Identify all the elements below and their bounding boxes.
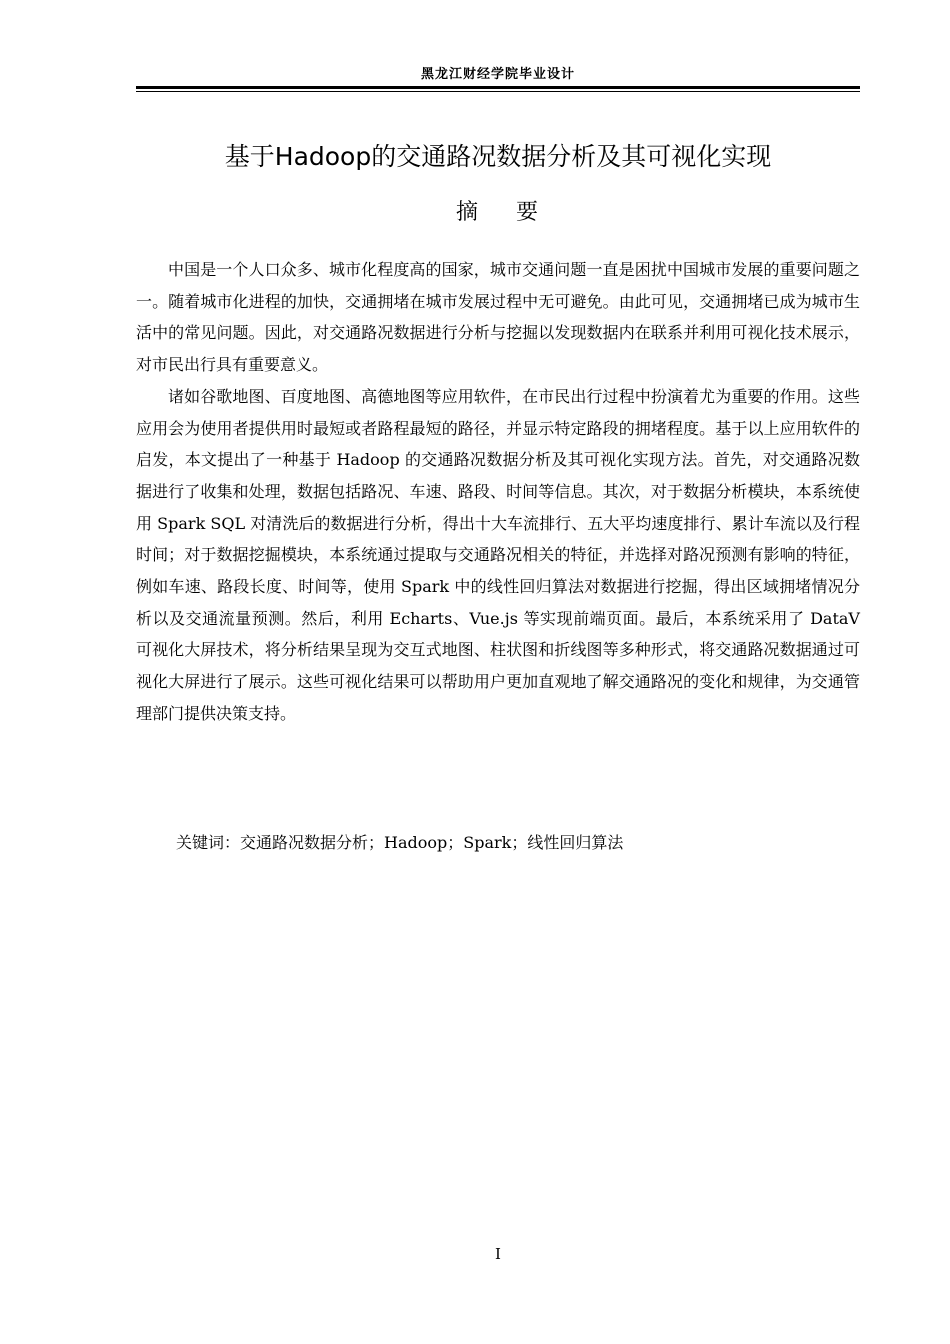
abstract-heading: 摘 要 [456,200,540,225]
keywords-value: 交通路况数据分析；Hadoop；Spark；线性回归算法 [240,833,624,852]
abstract-body [136,254,860,730]
page-number: I [495,1245,501,1263]
abstract-paragraph-1: 中国是一个人口众多、城市化程度高的国家，城市交通问题一直是困扰中国城市发展的重要问题之一。随着城市化进程的加快，交通拥堵在城市发展过程中无可避免。由此可见，交通拥堵已成为城市生活中的常见问题。因此，对交通路况数据进行分析与挖掘以发现数据内在联系并利用可视化技术展示，对市民出行具有重要意义。 [136,260,860,375]
abstract-paragraph-2: 诸如谷歌地图、百度地图、高德地图等应用软件，在市民出行过程中扮演着尤为重要的作用。这些应用会为使用者提供用时最短或者路程最短的路径，并显示特定路段的拥堵程度。基于以上应用软件的启发，本文提出了一种基于 Hadoop 的交通路况数据分析及其可视化实现方法。首先，对交通路况数据进行了收集和处理，数据包括路况、车速、路段、时间等信息。其次，对于数据分析模块，本系统使用 Spark SQL 对清洗后的数据进行分析，得出十大车流排行、五大平均速度排行、累计车流以及行程时间；对于数据挖掘模块，本系统通过提取与交通路况相关的特征，并选择对路况预测有影响的特征，例如车速、路段长度、时间等，使用 Spark 中的线性回归算法对数据进行挖掘，得出区域拥堵情况分析以及交通流量预测。然后，利用 Echarts、Vue.js 等实现前端页面。最后，本系统采用了 DataV 可视化大屏技术，将分析结果呈现为交互式地图、柱状图和折线图等多种形式，将交通路况数据通过可视化大屏进行了展示。这些可视化结果可以帮助用户更加直观地了解交通路况的变化和规律，为交通管理部门提供决策支持。 [136,386,860,723]
document-title: 基于Hadoop的交通路况数据分析及其可视化实现 [224,142,772,171]
header-rule-thick [136,86,860,89]
keywords-label: 关键词： [176,833,241,852]
keywords-line [176,828,860,858]
header-rule-thin [136,91,860,92]
running-header: 黑龙江财经学院毕业设计 [420,67,575,82]
